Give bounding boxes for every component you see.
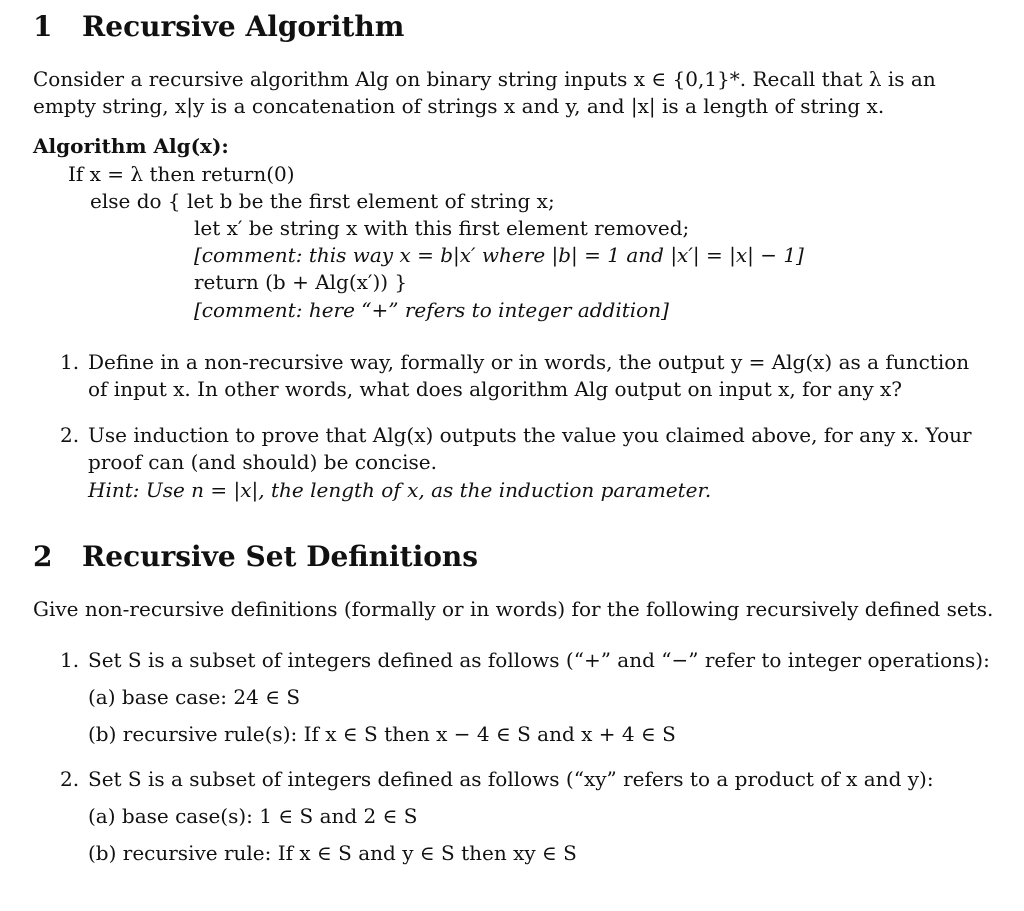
set-question-1-recursive-rule: (b) recursive rule(s): If x ∈ S then x − 4 ∈ S and x + 4 ∈ S [88,722,676,746]
algo-line-1: If x = λ then return(0) [68,162,295,186]
set-question-1-label: 1. [60,648,80,672]
section-1-number: 1 [33,10,53,43]
algo-comment-2: [comment: here “+” refers to integer addition] [194,298,669,322]
set-question-1-base-case: (a) base case: 24 ∈ S [88,685,301,709]
algo-line-2: else do { let b be the first element of string x; [90,189,555,213]
question-1-line2: of input x. In other words, what does algorithm Alg output on input x, for any x? [88,377,902,401]
section-2-title: Recursive Set Definitions [82,540,479,573]
question-2-line1: Use induction to prove that Alg(x) outputs the value you claimed above, for any x. Your [88,423,972,447]
set-question-1-text: Set S is a subset of integers defined as follows (“+” and “−” refer to integer operations): [88,648,990,672]
algo-comment-1: [comment: this way x = b|x′ where |b| = 1 and |x′| = |x| − 1] [194,243,804,267]
question-2-label: 2. [60,423,80,447]
set-question-2-base-case: (a) base case(s): 1 ∈ S and 2 ∈ S [88,804,418,828]
question-1-line1: Define in a non-recursive way, formally or in words, the output y = Alg(x) as a function [88,350,970,374]
set-question-2-recursive-rule: (b) recursive rule: If x ∈ S and y ∈ S then xy ∈ S [88,841,577,865]
question-2-line2: proof can (and should) be concise. [88,450,437,474]
algo-line-return: return (b + Alg(x′)) } [194,270,408,294]
question-1-label: 1. [60,350,80,374]
section-1-title: Recursive Algorithm [82,10,405,43]
section-2-number: 2 [33,540,53,573]
set-question-2-text: Set S is a subset of integers defined as follows (“xy” refers to a product of x and y): [88,767,934,791]
section-2-intro: Give non-recursive definitions (formally or in words) for the following recursively defined sets. [33,597,994,621]
set-question-2-label: 2. [60,767,80,791]
section-1-intro-line1: Consider a recursive algorithm Alg on binary string inputs x ∈ {0,1}*. Recall that λ is an [33,67,936,91]
algorithm-header: Algorithm Alg(x): [33,134,229,158]
algo-line-3: let x′ be string x with this first element removed; [194,216,690,240]
question-2-hint: Hint: Use n = |x|, the length of x, as the induction parameter. [88,478,712,502]
section-1-intro-line2: empty string, x|y is a concatenation of strings x and y, and |x| is a length of string x. [33,94,885,118]
